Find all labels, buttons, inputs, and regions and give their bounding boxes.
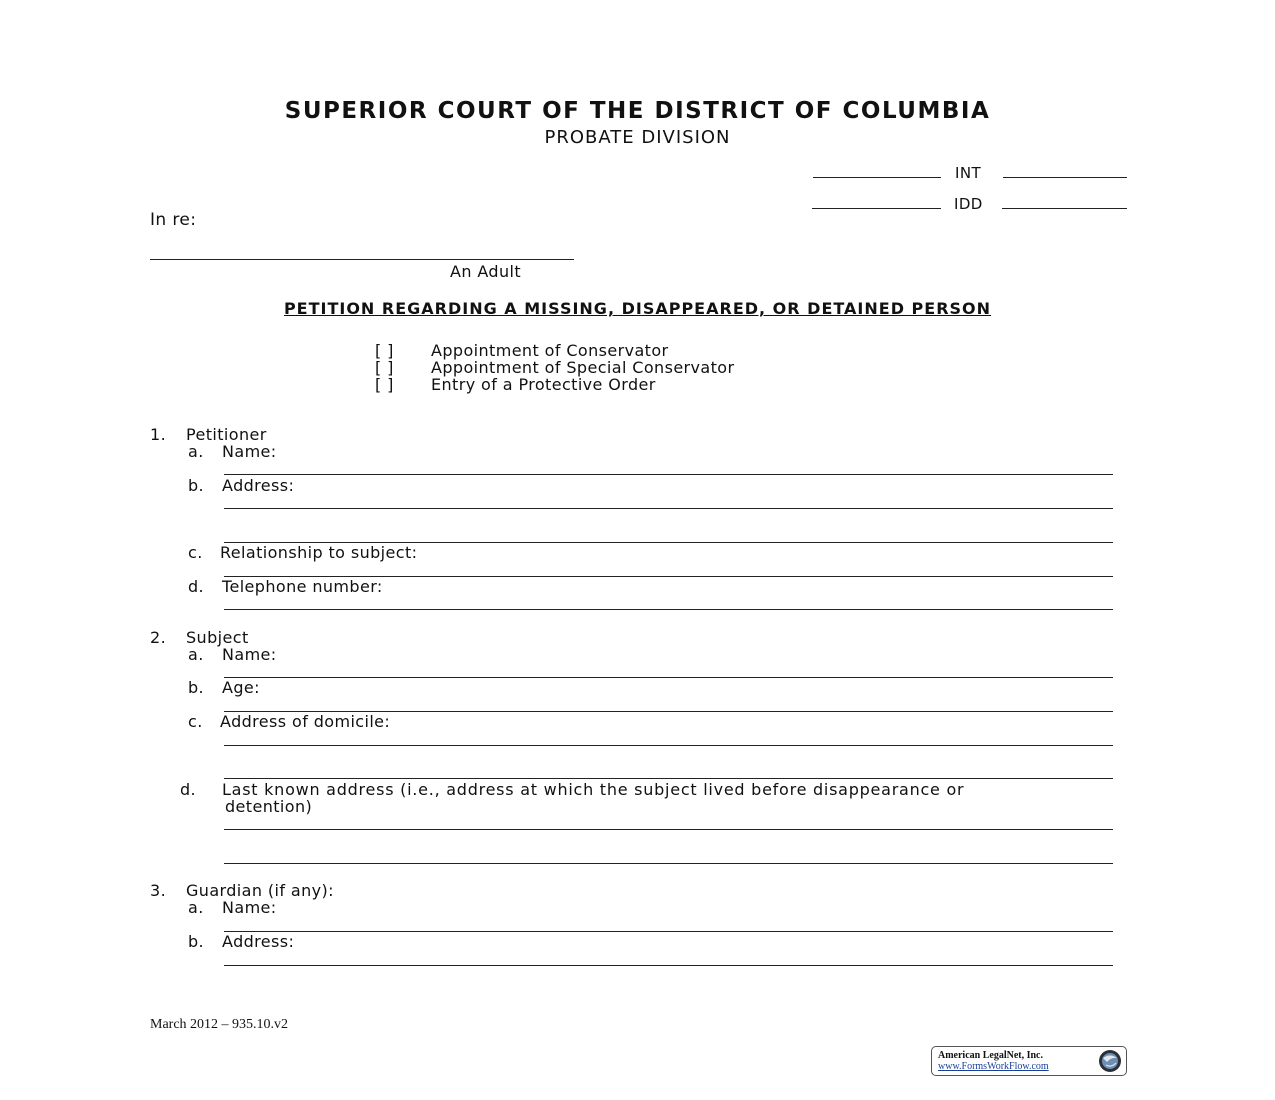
petitioner-address-label: b. Address:	[188, 476, 295, 495]
adult-name-field[interactable]	[150, 259, 574, 260]
division-title: PROBATE DIVISION	[544, 127, 731, 148]
guardian-address-field[interactable]	[224, 965, 1113, 966]
form-id: March 2012 – 935.10.v2	[150, 1017, 289, 1032]
petitioner-address-field-1[interactable]	[224, 508, 1113, 509]
petitioner-phone-label: d. Telephone number:	[188, 577, 383, 596]
idd-number-field[interactable]	[1002, 208, 1127, 209]
section-subject: 2. Subject	[150, 628, 249, 647]
petition-title: PETITION REGARDING A MISSING, DISAPPEARED, OR DETAINED PERSON	[283, 299, 992, 318]
subject-domicile-field-1[interactable]	[224, 745, 1113, 746]
subject-name-label: a. Name:	[188, 645, 277, 664]
petitioner-name-field[interactable]	[224, 474, 1113, 475]
checkbox[interactable]: [ ]	[375, 341, 394, 360]
int-number-field[interactable]	[1003, 177, 1127, 178]
subject-age-label: b. Age:	[188, 678, 260, 697]
logo-company: American LegalNet, Inc.	[938, 1050, 1043, 1061]
petitioner-name-label: a. Name:	[188, 442, 277, 461]
checkbox[interactable]: [ ]	[375, 358, 394, 377]
guardian-name-label: a. Name:	[188, 898, 277, 917]
subject-last-address-label: Last known address (i.e., address at which the subject lived before disappearance or	[222, 780, 965, 799]
int-prefix-field[interactable]	[813, 177, 941, 178]
court-title: SUPERIOR COURT OF THE DISTRICT OF COLUMBIA	[284, 98, 991, 124]
guardian-address-label: b. Address:	[188, 932, 295, 951]
guardian-name-field[interactable]	[224, 931, 1113, 932]
globe-icon	[1097, 1048, 1123, 1074]
subject-name-field[interactable]	[224, 677, 1113, 678]
logo-url[interactable]: www.FormsWorkFlow.com	[938, 1061, 1049, 1072]
int-label: INT	[955, 164, 982, 182]
subject-last-address-letter: d.	[180, 780, 197, 799]
idd-label: IDD	[954, 195, 983, 213]
section-guardian: 3. Guardian (if any):	[150, 881, 334, 900]
subject-last-address-field-2[interactable]	[224, 863, 1113, 864]
legalnet-logo[interactable]	[931, 1046, 1127, 1076]
option-label: Appointment of Special Conservator	[431, 358, 735, 377]
petitioner-relationship-label: c. Relationship to subject:	[188, 543, 418, 562]
section-petitioner: 1. Petitioner	[150, 425, 267, 444]
checkbox[interactable]: [ ]	[375, 375, 394, 394]
subject-last-address-field-1[interactable]	[224, 829, 1113, 830]
option-label: Entry of a Protective Order	[431, 375, 656, 394]
option-label: Appointment of Conservator	[431, 341, 669, 360]
subject-domicile-field-2[interactable]	[224, 778, 1113, 779]
subject-last-address-label-cont: detention)	[225, 797, 313, 816]
petitioner-phone-field[interactable]	[224, 609, 1113, 610]
idd-prefix-field[interactable]	[812, 208, 941, 209]
option-protective-order[interactable]	[375, 375, 656, 394]
subject-domicile-label: c. Address of domicile:	[188, 712, 391, 731]
an-adult-label: An Adult	[450, 262, 522, 281]
in-re-label: In re:	[150, 210, 197, 230]
